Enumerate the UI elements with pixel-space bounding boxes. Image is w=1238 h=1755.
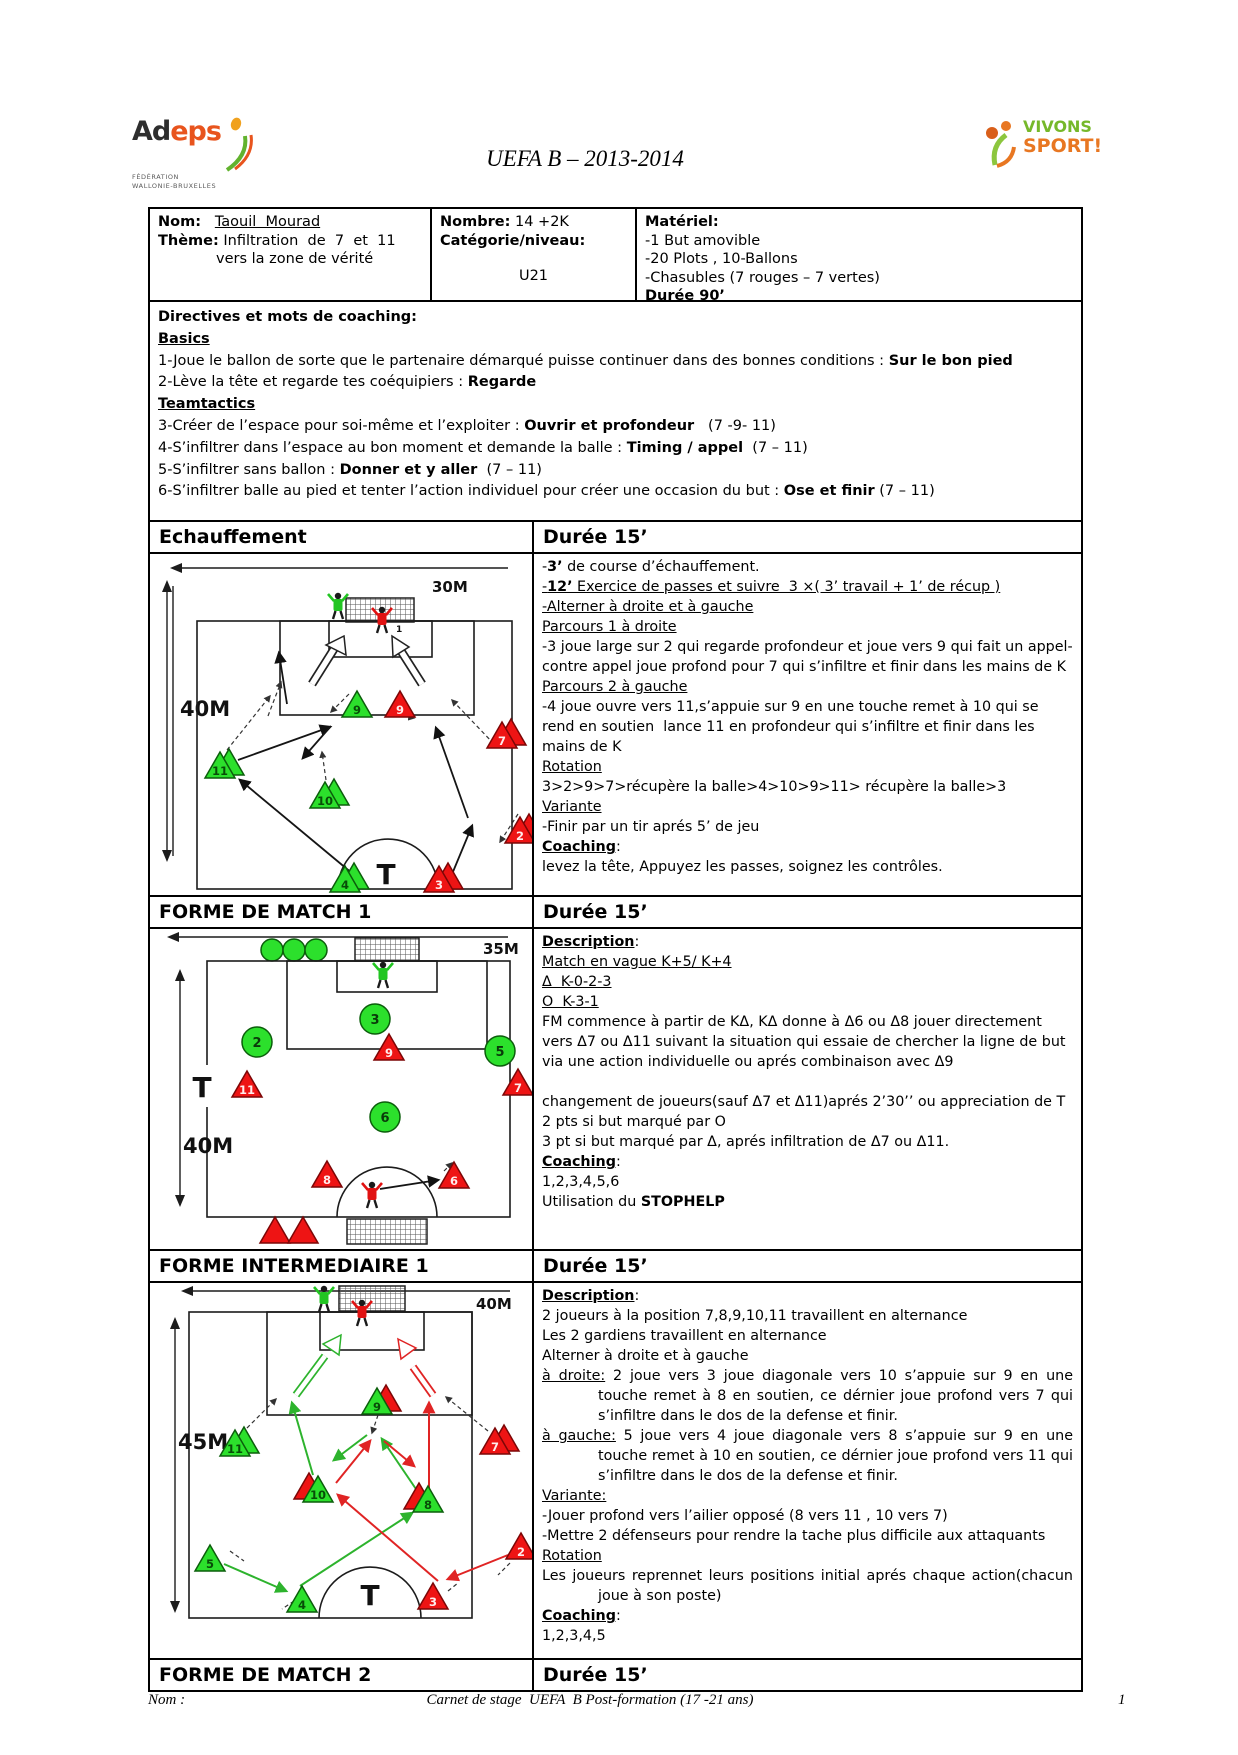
text-line: à gauche: 5 joue vers 4 joue diagonale vers 8 s’appuie sur 9 en une touche remet à 10 en soutien, ce dérnier joue profond vers 11 qui s’infiltre dans le dos de la defense et finir.	[542, 1428, 1073, 1484]
svg-text:2: 2	[252, 1036, 262, 1051]
svg-text:4: 4	[340, 878, 350, 892]
svg-text:7: 7	[513, 1081, 523, 1095]
svg-text:5: 5	[495, 1045, 505, 1060]
svg-text:11: 11	[211, 764, 229, 778]
footer-name-label: Nom :	[148, 1692, 186, 1708]
forme-intermediaire-1-text	[534, 1283, 1081, 1658]
text-line: changement de joueurs(sauf Δ7 et Δ11)aprés 2’30’’ ou appreciation de T	[542, 1094, 1066, 1110]
text-line: 1,2,3,4,5,6	[542, 1174, 620, 1190]
theme-label: Thème:	[158, 232, 219, 249]
section-duration: Durée 15’	[543, 526, 648, 548]
text-line: -3’ de course d’échauffement.	[542, 559, 760, 575]
text-line: Variante	[542, 799, 602, 815]
field-depth-label: 40M	[183, 1134, 234, 1158]
cone-triangle	[260, 1217, 290, 1243]
player-triangle	[424, 863, 463, 892]
directives-title: Directives et mots de coaching:	[158, 309, 417, 325]
text-line: Coaching:	[542, 839, 621, 855]
player-triangle	[374, 1034, 404, 1060]
player-triangle	[342, 691, 372, 717]
directive-line: 2-Lève la tête et regarde tes coéquipiers : Regarde	[158, 374, 537, 391]
svg-text:8: 8	[423, 1498, 433, 1512]
sport-text: SPORT!	[1023, 135, 1103, 157]
forme-intermediaire-1-body	[150, 1281, 1081, 1658]
forme-de-match-1-header	[150, 895, 1081, 927]
player-circle	[242, 1027, 272, 1057]
text-line: Rotation	[542, 759, 602, 775]
section-title: FORME DE MATCH 1	[150, 897, 534, 927]
text-line: à droite: 2 joue vers 3 joue diagonale vers 10 s’appuie sur 9 en une touche remet à 8 en soutien, ce dérnier joue profond vers 7 qui s’infiltre dans le dos de la defense et finir.	[542, 1368, 1074, 1424]
player-triangle	[310, 779, 349, 808]
text-line: -Alterner à droite et à gauche	[542, 599, 754, 615]
player-triangle	[385, 691, 415, 717]
text-line: Description:	[542, 934, 640, 950]
svg-text:9: 9	[352, 703, 362, 717]
materiel-label: Matériel:	[645, 214, 719, 230]
svg-text:2: 2	[516, 1545, 526, 1559]
directive-line: 5-S’infiltrer sans ballon : Donner et y aller (7 – 11)	[158, 461, 542, 478]
text-line: Coaching:	[542, 1154, 621, 1170]
categorie-value: U21	[518, 268, 549, 284]
text-line: -Finir par un tir aprés 5’ de jeu	[542, 819, 760, 835]
player-triangle	[418, 1583, 448, 1609]
text-line: 1,2,3,4,5	[542, 1628, 606, 1644]
text-line: Les joueurs reprennet leurs positions initial aprés chaque action(chacun joue à son poste)	[542, 1568, 1073, 1604]
materiel-item: -Chasubles (7 rouges – 7 vertes)	[645, 269, 880, 286]
text-line: Coaching:	[542, 1608, 621, 1624]
player-circle	[360, 1004, 390, 1034]
nom-label: Nom:	[158, 214, 202, 230]
goalkeeper-green	[373, 962, 393, 988]
nombre-label: Nombre:	[440, 214, 511, 230]
basics-heading: Basics	[158, 330, 210, 347]
svg-text:3: 3	[434, 878, 444, 892]
text-line: -12’ Exercice de passes et suivre 3 ×( 3’ travail + 1’ de récup )	[542, 579, 1001, 595]
text-line: -4 joue ouvre vers 11,s’appuie sur 9 en une touche remet à 10 qui se rend en soutien lance 11 en profondeur qui s’infiltre et finir dans les mains de K	[542, 699, 1044, 755]
player-triangle	[362, 1385, 401, 1414]
adeps-logo: Ad eps FÉDÉRATION WALLONIE-BRUXELLES	[132, 116, 302, 190]
player-triangle	[330, 863, 369, 892]
forme-de-match-2-header	[150, 1658, 1081, 1690]
field-depth-label: 45M	[178, 1430, 229, 1454]
svg-text:2: 2	[515, 829, 525, 843]
text-line: Parcours 1 à droite	[542, 619, 677, 635]
svg-text:9: 9	[372, 1400, 382, 1414]
player-triangle	[439, 1162, 469, 1188]
text-line: 2 pts si but marqué par O	[542, 1114, 726, 1130]
ball	[305, 939, 327, 961]
text-line: Variante:	[542, 1488, 607, 1504]
player-triangle	[503, 1069, 532, 1095]
forme-de-match-1-text	[534, 929, 1081, 1249]
field-depth-label: 40M	[180, 697, 231, 721]
text-line: O K-3-1	[542, 994, 599, 1010]
teamtactics-heading: Teamtactics	[158, 396, 256, 413]
theme-value-line2: vers la zone de vérité	[216, 251, 374, 267]
goal-net	[339, 1286, 405, 1311]
text-line: Δ K-0-2-3	[542, 974, 612, 990]
ball	[283, 939, 305, 961]
svg-text:10: 10	[316, 794, 334, 808]
echauffement-body	[150, 552, 1081, 895]
adeps-wordmark: Ad	[132, 116, 171, 147]
section-duration: Durée 15’	[543, 901, 648, 923]
duree-total: Durée 90’	[645, 288, 725, 304]
svg-text:9: 9	[384, 1046, 394, 1060]
text-line: -3 joue large sur 2 qui regarde profondeur et joue vers 9 qui fait un appel-contre appel joue profond pour 7 qui s’infiltre et finir dans les mains de K	[542, 639, 1073, 675]
forme-de-match-1-body	[150, 927, 1081, 1249]
categorie-label: Catégorie/niveau:	[440, 232, 586, 249]
svg-text:7: 7	[490, 1440, 500, 1454]
footer-page-number: 1	[1118, 1692, 1126, 1708]
player-triangle	[294, 1473, 333, 1502]
field-width-label: 30M	[432, 578, 468, 596]
adeps-swoosh-icon	[221, 116, 261, 172]
svg-text:5: 5	[205, 1557, 215, 1571]
goalkeeper-red	[352, 1300, 372, 1326]
svg-text:4: 4	[297, 1598, 307, 1612]
echauffement-text	[534, 554, 1081, 895]
info-materiel	[637, 209, 1081, 304]
text-line: FM commence à partir de KΔ, KΔ donne à Δ6 ou Δ8 jouer directement vers Δ7 ou Δ11 suivant la situation qui essaie de chercher la ligne de but via une action individuelle ou aprés combinaison avec Δ9	[542, 1014, 1066, 1070]
echauffement-diagram	[150, 554, 534, 895]
player-triangle	[506, 1533, 532, 1559]
info-number-category	[432, 209, 637, 300]
section-title: FORME INTERMEDIAIRE 1	[150, 1251, 534, 1281]
coach-label: T	[192, 1071, 212, 1104]
nom-value: Taouil Mourad	[214, 214, 321, 230]
text-line: Parcours 2 à gauche	[542, 679, 688, 695]
directive-line: 3-Créer de l’espace pour soi-même et l’exploiter : Ouvrir et profondeur (7 -9- 11)	[158, 417, 776, 434]
directive-line: 1-Joue le ballon de sorte que le partenaire démarqué puisse continuer dans des bonnes conditions : Sur le bon pied	[158, 352, 1013, 369]
text-line: 2 joueurs à la position 7,8,9,10,11 travaillent en alternance	[542, 1308, 968, 1324]
svg-text:3: 3	[428, 1595, 438, 1609]
session-sheet	[148, 207, 1083, 1692]
vivons-figure-icon	[983, 118, 1019, 170]
player-triangle	[287, 1586, 317, 1612]
keeper-number: 1	[396, 625, 403, 635]
goal-net	[355, 938, 419, 961]
forme-de-match-1-diagram	[150, 929, 534, 1249]
section-title: FORME DE MATCH 2	[150, 1660, 534, 1690]
text-line: Alterner à droite et à gauche	[542, 1348, 749, 1364]
info-name-theme	[150, 209, 432, 300]
text-line: Les 2 gardiens travaillent en alternance	[542, 1328, 827, 1344]
goalkeeper-green	[328, 593, 348, 619]
goalkeeper-green	[314, 1286, 334, 1312]
cone-triangle	[288, 1217, 318, 1243]
text-line: Rotation	[542, 1548, 602, 1564]
svg-text:6: 6	[449, 1174, 459, 1188]
player-triangle	[404, 1483, 443, 1512]
footer-document-title: Carnet de stage UEFA B Post-formation (17 -21 ans)	[426, 1692, 754, 1708]
svg-text:3: 3	[370, 1013, 380, 1028]
svg-text:9: 9	[395, 703, 405, 717]
nombre-value: 14 +2K	[514, 214, 569, 230]
directives-section	[150, 300, 1081, 520]
section-duration: Durée 15’	[543, 1255, 648, 1277]
svg-text:11: 11	[238, 1083, 256, 1097]
svg-text:6: 6	[380, 1111, 390, 1126]
text-line: Utilisation du STOPHELP	[542, 1194, 725, 1210]
vivons-text: VIVONS	[1023, 117, 1092, 136]
theme-value: Infiltration de 7 et 11	[223, 232, 396, 249]
coach-label: T	[376, 858, 396, 891]
text-line: -Mettre 2 défenseurs pour rendre la tache plus difficile aux attaquants	[542, 1528, 1046, 1544]
ball	[261, 939, 283, 961]
text-line: Match en vague K+5/ K+4	[542, 954, 732, 970]
player-triangle	[312, 1161, 342, 1187]
svg-text:7: 7	[497, 734, 507, 748]
svg-text:10: 10	[309, 1488, 327, 1502]
text-line: Description:	[542, 1288, 640, 1304]
forme-intermediaire-1-header	[150, 1249, 1081, 1281]
text-line: 3>2>9>7>récupère la balle>4>10>9>11> récupère la balle>3	[542, 779, 1007, 795]
vivons-sport-logo	[983, 118, 1102, 170]
player-circle	[485, 1036, 515, 1066]
svg-text:11: 11	[226, 1442, 244, 1456]
materiel-item: -1 But amovible	[645, 232, 761, 249]
svg-text:8: 8	[322, 1173, 332, 1187]
section-title: Echauffement	[150, 522, 534, 552]
page-title: UEFA B – 2013-2014	[486, 146, 684, 171]
section-duration: Durée 15’	[543, 1664, 648, 1686]
adeps-subtitle: FÉDÉRATION	[132, 173, 180, 181]
field-width-label: 40M	[476, 1295, 512, 1313]
echauffement-header	[150, 520, 1081, 552]
text-line: levez la tête, Appuyez les passes, soignez les contrôles.	[542, 859, 943, 875]
goal-net-bottom	[347, 1219, 427, 1244]
field-width-label: 35M	[483, 940, 519, 958]
spacer	[542, 1072, 1073, 1092]
directive-line: 6-S’infiltrer balle au pied et tenter l’action individuel pour créer une occasion du but : Ose et finir (7 – 11)	[158, 483, 935, 500]
player-triangle	[205, 749, 244, 778]
goalkeeper-red	[362, 1182, 382, 1208]
player-triangle	[232, 1071, 262, 1097]
player-triangle	[195, 1545, 225, 1571]
forme-intermediaire-1-diagram	[150, 1283, 534, 1658]
text-line: -Jouer profond vers l’ailier opposé (8 vers 11 , 10 vers 7)	[542, 1508, 948, 1524]
player-circle	[370, 1102, 400, 1132]
text-line: 3 pt si but marqué par Δ, aprés infiltration de Δ7 ou Δ11.	[542, 1134, 950, 1150]
materiel-item: -20 Plots , 10-Ballons	[645, 251, 798, 267]
player-triangle	[487, 719, 526, 748]
coach-label: T	[360, 1579, 380, 1612]
info-row	[150, 209, 1081, 304]
directive-line: 4-S’infiltrer dans l’espace au bon moment et demande la balle : Timing / appel (7 – 11)	[158, 439, 808, 456]
